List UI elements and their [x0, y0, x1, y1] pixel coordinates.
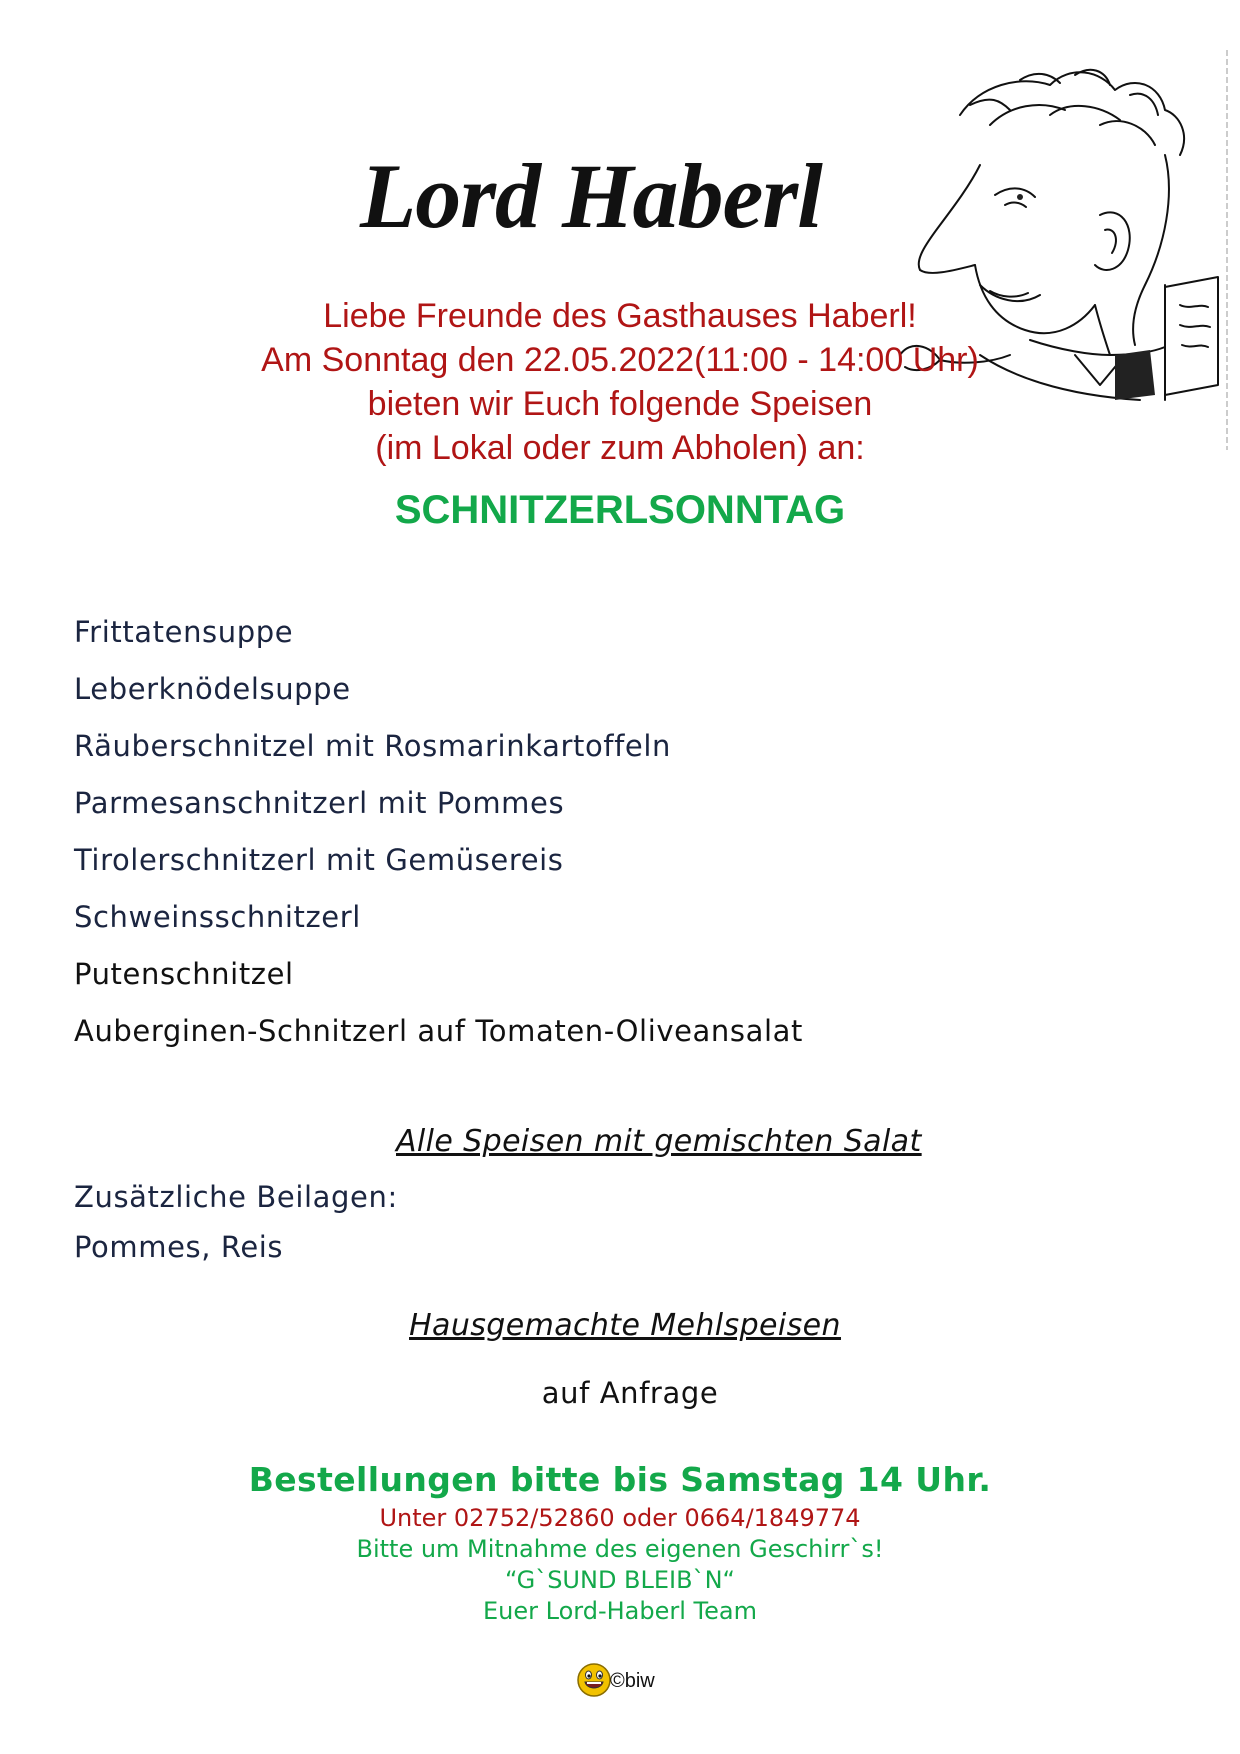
sides-value: Pommes, Reis: [74, 1230, 284, 1264]
menu-item: Frittatensuppe: [74, 615, 294, 649]
dessert-title-text: Hausgemachte Mehlspeisen: [409, 1308, 841, 1343]
intro-line: bieten wir Euch folgende Speisen: [367, 385, 873, 423]
menu-item: Putenschnitzel: [74, 957, 294, 991]
footer-line: Euer Lord-Haberl Team: [483, 1597, 757, 1625]
dessert-title: [0, 1308, 1240, 1343]
menu-item: Tirolerschnitzerl mit Gemüsereis: [74, 843, 564, 877]
menu-item: Leberknödelsuppe: [74, 672, 351, 706]
menu-item: Schweinsschnitzerl: [74, 900, 361, 934]
menu-list: [74, 604, 803, 1060]
order-phone: Unter 02752/52860 oder 0664/1849774: [379, 1504, 861, 1532]
order-headline: Bestellungen bitte bis Samstag 14 Uhr.: [248, 1460, 992, 1499]
sides-label: Zusätzliche Beilagen:: [74, 1180, 398, 1214]
signature-text: ©biw: [610, 1670, 655, 1692]
intro-line: (im Lokal oder zum Abholen) an:: [375, 429, 865, 467]
signature: [576, 1662, 736, 1702]
intro-text: [0, 294, 1240, 470]
page-title: SCHNITZERLSONNTAG: [394, 488, 846, 532]
footer-line: “G`SUND BLEIB`N“: [505, 1566, 735, 1594]
dessert-note: auf Anfrage: [541, 1376, 719, 1410]
intro-line: Am Sonntag den 22.05.2022(11:00 - 14:00 Uhr): [261, 341, 979, 379]
menu-item: Parmesanschnitzerl mit Pommes: [74, 786, 565, 820]
menu-item: Räuberschnitzel mit Rosmarinkartoffeln: [74, 729, 671, 763]
menu-item: Auberginen-Schnitzerl auf Tomaten-Oliveansalat: [74, 1014, 803, 1048]
smiley-icon: [576, 1662, 612, 1698]
salad-note: Alle Speisen mit gemischten Salat: [396, 1124, 922, 1159]
lord-haberl-logo: Lord Haberl: [360, 145, 822, 247]
footer-line: Bitte um Mitnahme des eigenen Geschirr`s!: [356, 1535, 884, 1563]
intro-line: Liebe Freunde des Gasthauses Haberl!: [323, 297, 917, 335]
